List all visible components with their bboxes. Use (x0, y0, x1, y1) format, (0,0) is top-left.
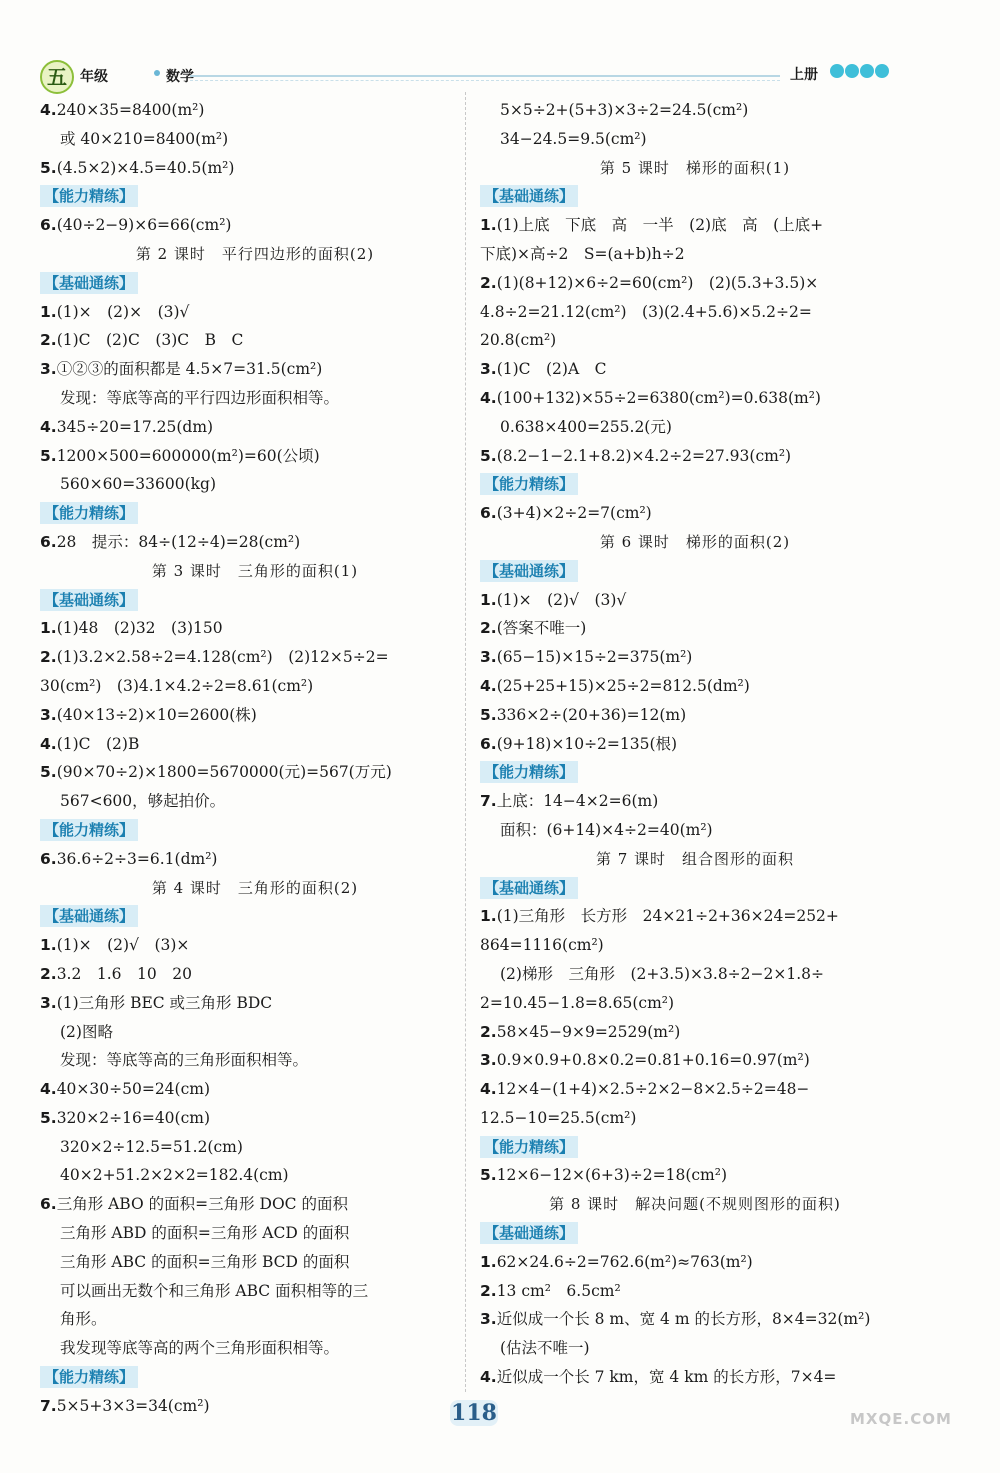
item-number: 5. (480, 446, 497, 465)
answer-wrap-line: 20.8(cm²) (480, 331, 557, 350)
item-number: 5. (480, 1166, 497, 1185)
answer-item (480, 1248, 910, 1277)
answer-item (40, 355, 470, 384)
answer-item (40, 758, 470, 787)
answer-item (40, 614, 470, 643)
watermark: MXQE.COM (850, 1410, 952, 1428)
answer-item (480, 902, 910, 931)
answer-wrap-line: 30(cm²) (3)4.1×4.2÷2=8.61(cm²) (40, 676, 314, 695)
item-number: 6. (40, 532, 57, 551)
answer-continuation: 发现：等底等高的平行四边形面积相等。 (60, 388, 340, 407)
item-text: 0.9×0.9+0.8×0.2=0.81+0.16=0.97(m²) (496, 1051, 810, 1070)
answer-item (40, 154, 470, 183)
grade-label: 年级 (80, 69, 108, 85)
section-tag-label: 【能力精练】 (480, 1136, 578, 1158)
answer-item (40, 701, 470, 730)
item-number: 1. (40, 302, 57, 321)
grade-badge: 五 (40, 60, 74, 94)
answer-continuation: 560×60=33600(kg) (60, 475, 216, 494)
item-number: 2. (480, 1281, 497, 1300)
item-text: (1)× (2)√ (3)√ (496, 590, 627, 609)
item-number: 6. (40, 849, 57, 868)
answer-item (480, 1277, 910, 1306)
section-tag (480, 470, 910, 499)
section-tag-label: 【基础通练】 (480, 1222, 578, 1244)
item-text: 345÷20=17.25(dm) (56, 417, 214, 436)
lesson-heading: 第 2 课时 平行四边形的面积(2) (135, 244, 375, 263)
answer-item (40, 528, 470, 557)
answer-item (40, 730, 470, 759)
item-text: 12×4−(1+4)×2.5÷2×2−8×2.5÷2=48− (496, 1080, 810, 1099)
answer-item (480, 1018, 910, 1047)
left-column (40, 96, 470, 1421)
header-rule (190, 75, 780, 77)
item-number: 2. (40, 331, 57, 350)
answer-item (40, 845, 470, 874)
item-number: 1. (480, 1252, 497, 1271)
answer-item (40, 413, 470, 442)
section-tag-label: 【基础通练】 (40, 272, 138, 294)
item-text: (65−15)×15÷2=375(m²) (496, 648, 693, 667)
answer-item (480, 701, 910, 730)
item-text: 58×45−9×9=2529(m²) (496, 1022, 681, 1041)
item-number: 4. (480, 1080, 497, 1099)
answer-item (40, 1075, 470, 1104)
item-text: 36.6÷2÷3=6.1(dm²) (56, 849, 218, 868)
answer-continuation: 5×5÷2+(5+3)×3÷2=24.5(cm²) (500, 101, 749, 119)
section-tag (480, 557, 910, 586)
section-tag (480, 1219, 910, 1248)
answer-continuation: 三角形 ABC 的面积=三角形 BCD 的面积 (60, 1252, 350, 1271)
item-number: 2. (480, 273, 497, 292)
answer-continuation: 发现：等底等高的三角形面积相等。 (60, 1051, 309, 1070)
item-text: (40×13÷2)×10=2600(株) (56, 705, 257, 724)
answer-wrap-line: 2=10.45−1.8=8.65(cm²) (480, 993, 675, 1012)
lesson-heading: 第 7 课时 组合图形的面积 (595, 849, 795, 868)
page-header (40, 58, 960, 94)
item-text: 336×2÷(20+36)=12(m) (496, 705, 687, 724)
item-number: 3. (480, 1051, 497, 1070)
answer-item (480, 643, 910, 672)
section-tag (480, 1133, 910, 1162)
item-number: 6. (40, 216, 57, 235)
answer-continuation: 40×2+51.2×2×2=182.4(cm) (60, 1166, 289, 1185)
item-text: (1)C (2)A C (496, 360, 607, 379)
item-number: 6. (480, 504, 497, 523)
answer-item (480, 672, 910, 701)
item-number: 1. (480, 907, 497, 926)
item-number: 5. (40, 158, 57, 177)
item-text: (1)C (2)B (56, 734, 140, 753)
answer-wrap-line: 下底)×高÷2 S=(a+b)h÷2 (480, 244, 685, 263)
item-number: 7. (40, 1396, 57, 1415)
answer-item (480, 384, 910, 413)
section-tag-label: 【基础通练】 (40, 589, 138, 611)
item-text: 240×35=8400(m²) (56, 101, 205, 119)
answer-item (40, 326, 470, 355)
answer-continuation: 0.638×400=255.2(元) (500, 417, 672, 436)
answer-item (480, 1305, 910, 1334)
item-number: 2. (480, 1022, 497, 1041)
answer-wrap-line: 12.5−10=25.5(cm²) (480, 1108, 637, 1127)
item-text: 1200×500=600000(m²)=60(公顷) (56, 446, 320, 465)
section-tag (40, 1363, 470, 1392)
answer-item (480, 355, 910, 384)
item-text: (4.5×2)×4.5=40.5(m²) (56, 158, 235, 177)
section-tag-label: 【能力精练】 (40, 1366, 138, 1388)
section-tag-label: 【能力精练】 (40, 819, 138, 841)
item-text: 40×30÷50=24(cm) (56, 1080, 211, 1099)
answer-item (40, 1104, 470, 1133)
answer-continuation: 角形。 (60, 1310, 107, 1329)
item-number: 1. (40, 936, 57, 955)
section-tag-label: 【基础通练】 (480, 560, 578, 582)
answer-item (480, 787, 910, 816)
section-tag (40, 499, 470, 528)
item-text: (1)上底 下底 高 一半 (2)底 高 (上底+ (496, 216, 824, 235)
item-text: (100+132)×55÷2=6380(cm²)=0.638(m²) (496, 388, 821, 407)
item-number: 6. (480, 734, 497, 753)
section-tag (40, 269, 470, 298)
decorative-pills-icon (830, 63, 890, 82)
answer-item (40, 960, 470, 989)
item-number: 4. (480, 1368, 497, 1387)
item-number: 4. (40, 417, 57, 436)
right-column (480, 96, 910, 1392)
item-number: 3. (40, 360, 57, 379)
answer-item (40, 643, 470, 672)
item-text: 62×24.6÷2=762.6(m²)≈763(m²) (496, 1252, 753, 1271)
answer-continuation: 我发现等底等高的两个三角形面积相等。 (60, 1339, 340, 1358)
answer-continuation: 567<600，够起拍价。 (60, 792, 226, 811)
answer-item (40, 211, 470, 240)
section-tag-label: 【基础通练】 (480, 877, 578, 899)
section-tag (480, 874, 910, 903)
item-number: 5. (480, 705, 497, 724)
item-number: 3. (480, 648, 497, 667)
item-text: 5×5+3×3=34(cm²) (56, 1396, 210, 1415)
item-text: (1)48 (2)32 (3)150 (56, 619, 223, 638)
section-tag (40, 182, 470, 211)
answer-continuation: (2)梯形 三角形 (2+3.5)×3.8÷2−2×1.8÷ (500, 964, 825, 983)
lesson-heading: 第 5 课时 梯形的面积(1) (599, 158, 791, 177)
item-number: 1. (40, 619, 57, 638)
answer-item (480, 442, 910, 471)
header-rule-dashed (190, 80, 780, 81)
item-text: (90×70÷2)×1800=5670000(元)=567(万元) (56, 763, 392, 782)
answer-item (480, 730, 910, 759)
section-tag-label: 【能力精练】 (40, 185, 138, 207)
answer-item (480, 614, 910, 643)
item-text: (1)× (2)× (3)√ (56, 302, 190, 321)
answer-wrap-line: 864=1116(cm²) (480, 936, 604, 955)
answer-continuation: 面积：(6+14)×4÷2=40(m²) (500, 820, 713, 839)
item-text: 13 cm² 6.5cm² (496, 1281, 621, 1300)
section-tag (480, 182, 910, 211)
item-number: 7. (480, 792, 497, 811)
answer-item (480, 586, 910, 615)
section-tag-label: 【基础通练】 (480, 185, 578, 207)
lesson-heading: 第 4 课时 三角形的面积(2) (151, 878, 359, 897)
item-text: (40÷2−9)×6=66(cm²) (56, 216, 232, 235)
item-number: 4. (480, 676, 497, 695)
answer-continuation: 可以画出无数个和三角形 ABC 面积相等的三 (60, 1281, 369, 1300)
lesson-heading: 第 3 课时 三角形的面积(1) (151, 561, 359, 580)
item-number: 5. (40, 763, 57, 782)
item-number: 2. (480, 619, 497, 638)
section-tag (40, 902, 470, 931)
section-tag (40, 586, 470, 615)
item-number: 1. (480, 216, 497, 235)
item-number: 3. (40, 705, 57, 724)
answer-continuation: 三角形 ABD 的面积=三角形 ACD 的面积 (60, 1224, 350, 1243)
item-number: 4. (40, 1080, 57, 1099)
answer-item (40, 931, 470, 960)
answer-continuation: 或 40×210=8400(m²) (60, 129, 229, 148)
item-number: 1. (480, 590, 497, 609)
answer-item (40, 298, 470, 327)
section-tag (40, 816, 470, 845)
answer-item (480, 1075, 910, 1104)
item-text: (1)C (2)C (3)C B C (56, 331, 244, 350)
answer-item (480, 499, 910, 528)
answer-item (480, 269, 910, 298)
item-text: (1)三角形 长方形 24×21÷2+36×24=252+ (496, 907, 839, 926)
item-number: 4. (40, 734, 57, 753)
lesson-heading: 第 8 课时 解决问题(不规则图形的面积) (549, 1195, 841, 1214)
answer-wrap-line: 4.8÷2=21.12(cm²) (3)(2.4+5.6)×5.2÷2= (480, 302, 812, 321)
item-text: (1)× (2)√ (3)× (56, 936, 190, 955)
item-number: 5. (40, 1108, 57, 1127)
item-text: 上底：14−4×2=6(m) (496, 792, 659, 811)
answer-item (480, 1161, 910, 1190)
section-tag-label: 【能力精练】 (40, 502, 138, 524)
answer-item (40, 989, 470, 1018)
answer-item (40, 1392, 470, 1421)
subject-label: 数学 (166, 69, 194, 85)
lesson-heading: 第 6 课时 梯形的面积(2) (599, 532, 791, 551)
answer-continuation: 320×2÷12.5=51.2(cm) (60, 1137, 243, 1156)
item-number: 2. (40, 964, 57, 983)
item-text: 3.2 1.6 10 20 (56, 964, 192, 983)
item-text: (25+25+15)×25÷2=812.5(dm²) (496, 676, 750, 695)
answer-item (40, 96, 470, 125)
volume-label: 上册 (790, 67, 818, 83)
item-number: 3. (480, 1310, 497, 1329)
separator-dot-icon (154, 70, 160, 76)
item-text: 28 提示：84÷(12÷4)=28(cm²) (56, 532, 301, 551)
answer-item (40, 1190, 470, 1219)
section-tag-label: 【能力精练】 (480, 761, 578, 783)
item-text: (8.2−1−2.1+8.2)×4.2÷2=27.93(cm²) (496, 446, 792, 465)
answer-continuation: 34−24.5=9.5(cm²) (500, 129, 647, 148)
answer-continuation: (2)图略 (60, 1022, 113, 1041)
item-number: 3. (480, 360, 497, 379)
item-text: (答案不唯一) (496, 619, 587, 638)
item-number: 6. (40, 1195, 57, 1214)
item-text: 320×2÷16=40(cm) (56, 1108, 211, 1127)
item-number: 5. (40, 446, 57, 465)
item-text: (3+4)×2÷2=7(cm²) (496, 504, 652, 523)
item-text: (9+18)×10÷2=135(根) (496, 734, 678, 753)
item-text: 近似成一个长 7 km，宽 4 km 的长方形，7×4= (496, 1368, 837, 1387)
answer-item (480, 211, 910, 240)
item-text: 近似成一个长 8 m、宽 4 m 的长方形，8×4=32(m²) (496, 1310, 871, 1329)
answer-item (480, 1363, 910, 1392)
item-number: 2. (40, 648, 57, 667)
item-text: (1)三角形 BEC 或三角形 BDC (56, 993, 273, 1012)
item-text: (1)3.2×2.58÷2=4.128(cm²) (2)12×5÷2= (56, 648, 389, 667)
answer-continuation: (估法不唯一) (500, 1339, 590, 1358)
section-tag (480, 758, 910, 787)
item-number: 3. (40, 993, 57, 1012)
item-text: 三角形 ABO 的面积=三角形 DOC 的面积 (56, 1195, 348, 1214)
answer-item (40, 442, 470, 471)
page-number: 118 (451, 1400, 497, 1426)
item-text: ①②③的面积都是 4.5×7=31.5(cm²) (56, 360, 323, 379)
item-number: 4. (40, 101, 57, 119)
item-text: 12×6−12×(6+3)÷2=18(cm²) (496, 1166, 728, 1185)
section-tag-label: 【基础通练】 (40, 905, 138, 927)
answer-item (480, 1046, 910, 1075)
item-text: (1)(8+12)×6÷2=60(cm²) (2)(5.3+3.5)× (496, 273, 819, 292)
item-number: 4. (480, 388, 497, 407)
section-tag-label: 【能力精练】 (480, 473, 578, 495)
